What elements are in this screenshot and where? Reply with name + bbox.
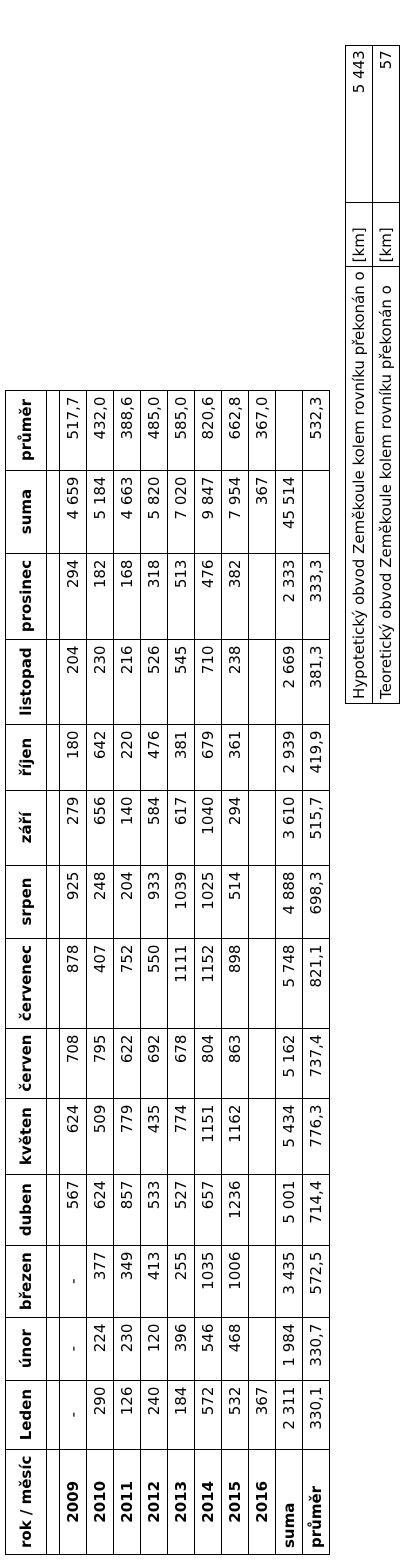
- table-cell: 381,3: [303, 639, 330, 724]
- table-cell: 804: [195, 1028, 222, 1098]
- table-cell: 255: [168, 1245, 195, 1317]
- table-cell: 5 184: [87, 470, 114, 553]
- table-cell: 624: [87, 1174, 114, 1245]
- table-cell: 617: [168, 790, 195, 865]
- table-cell: 238: [222, 639, 249, 724]
- table-cell: 567: [60, 1174, 87, 1245]
- row-label: 2011: [114, 1449, 141, 1554]
- table-cell: 2 311: [276, 1380, 303, 1449]
- table-cell: 776,3: [303, 1098, 330, 1174]
- table-row: [222, 390, 249, 1554]
- table-cell: 230: [87, 639, 114, 724]
- table-cell: [249, 1317, 276, 1380]
- table-cell: 140: [114, 790, 141, 865]
- table-cell: 367,0: [249, 390, 276, 470]
- circumference-value: 5 443: [346, 46, 373, 203]
- table-cell: 1236: [222, 1174, 249, 1245]
- table-cell: 5 001: [276, 1174, 303, 1245]
- table-cell: 857: [114, 1174, 141, 1245]
- table-cell: 485,0: [141, 390, 168, 470]
- table-cell: 642: [87, 724, 114, 790]
- table-cell: 248: [87, 865, 114, 938]
- table-cell: 714,4: [303, 1174, 330, 1245]
- table-cell: 820,6: [195, 390, 222, 470]
- table-cell: 708: [60, 1028, 87, 1098]
- table-cell: 204: [114, 865, 141, 938]
- table-cell: 290: [87, 1380, 114, 1449]
- table-cell: 933: [141, 865, 168, 938]
- table-cell: 2 939: [276, 724, 303, 790]
- row-label: 2012: [141, 1449, 168, 1554]
- table-cell: [249, 1174, 276, 1245]
- table-cell: 294: [222, 790, 249, 865]
- table-cell: 361: [222, 724, 249, 790]
- row-label: 2009: [60, 1449, 87, 1554]
- column-header: září: [6, 790, 47, 865]
- table-cell: 1162: [222, 1098, 249, 1174]
- table-cell: 1111: [168, 938, 195, 1028]
- circumference-unit: [km]: [373, 203, 400, 267]
- table-cell: 863: [222, 1028, 249, 1098]
- table-cell: [249, 639, 276, 724]
- table-cell: [249, 1245, 276, 1317]
- table-cell: [303, 470, 330, 553]
- table-cell: 240: [141, 1380, 168, 1449]
- column-header: srpen: [6, 865, 47, 938]
- table-row: [168, 390, 195, 1554]
- table-cell: 476: [141, 724, 168, 790]
- table-cell: 4 663: [114, 470, 141, 553]
- table-cell: 45 514: [276, 470, 303, 553]
- table-row: [249, 390, 276, 1554]
- table-cell: [249, 553, 276, 639]
- column-header: Leden: [6, 1380, 47, 1449]
- table-cell: 514: [222, 865, 249, 938]
- table-cell: 662,8: [222, 390, 249, 470]
- table-cell: 2 333: [276, 553, 303, 639]
- row-label: 2014: [195, 1449, 222, 1554]
- table-cell: 318: [141, 553, 168, 639]
- row-label: průměr: [303, 1449, 330, 1554]
- table-row: [276, 390, 303, 1554]
- table-cell: 752: [114, 938, 141, 1028]
- table-cell: 330,1: [303, 1380, 330, 1449]
- row-label: 2016: [249, 1449, 276, 1554]
- table-cell: 624: [60, 1098, 87, 1174]
- table-cell: [249, 1028, 276, 1098]
- column-header: duben: [6, 1174, 47, 1245]
- table-cell: 656: [87, 790, 114, 865]
- table-row: [303, 390, 330, 1554]
- table-cell: 184: [168, 1380, 195, 1449]
- circumference-unit: [km]: [346, 203, 373, 267]
- table-row: [195, 390, 222, 1554]
- table-cell: [249, 724, 276, 790]
- column-header: únor: [6, 1317, 47, 1380]
- circumference-text: Teoretický obvod Zeměkoule kolem rovníku překonán o: [373, 267, 400, 704]
- table-cell: 2 669: [276, 639, 303, 724]
- table-cell: 349: [114, 1245, 141, 1317]
- table-cell: 532: [222, 1380, 249, 1449]
- table-cell: 120: [141, 1317, 168, 1380]
- table-cell: 476: [195, 553, 222, 639]
- table-cell: 4 659: [60, 470, 87, 553]
- table-row: [60, 390, 87, 1554]
- table-cell: 367: [249, 470, 276, 553]
- table-cell: 1151: [195, 1098, 222, 1174]
- table-cell: -: [60, 1380, 87, 1449]
- row-label: suma: [276, 1449, 303, 1554]
- table-cell: 3 435: [276, 1245, 303, 1317]
- table-cell: -: [60, 1245, 87, 1317]
- column-header: červen: [6, 1028, 47, 1098]
- table-cell: 382: [222, 553, 249, 639]
- table-cell: 572,5: [303, 1245, 330, 1317]
- table-cell: 679: [195, 724, 222, 790]
- table-cell: 779: [114, 1098, 141, 1174]
- table-cell: 204: [60, 639, 87, 724]
- table-cell: 821,1: [303, 938, 330, 1028]
- column-header: červenec: [6, 938, 47, 1028]
- row-label: 2010: [87, 1449, 114, 1554]
- table-cell: 5 162: [276, 1028, 303, 1098]
- table-cell: [249, 790, 276, 865]
- table-cell: 377: [87, 1245, 114, 1317]
- table-cell: 585,0: [168, 390, 195, 470]
- table-cell: 4 888: [276, 865, 303, 938]
- table-cell: 413: [141, 1245, 168, 1317]
- table-cell: 710: [195, 639, 222, 724]
- table-cell: 1025: [195, 865, 222, 938]
- circumference-row: [346, 46, 373, 704]
- table-cell: [249, 938, 276, 1028]
- table-cell: 545: [168, 639, 195, 724]
- table-cell: [249, 865, 276, 938]
- header-row: [6, 390, 47, 1554]
- table-cell: 546: [195, 1317, 222, 1380]
- table-cell: 526: [141, 639, 168, 724]
- table-cell: 517,7: [60, 390, 87, 470]
- table-cell: 294: [60, 553, 87, 639]
- column-header: suma: [6, 470, 47, 553]
- table-cell: [276, 390, 303, 470]
- table-cell: 925: [60, 865, 87, 938]
- column-header: listopad: [6, 639, 47, 724]
- table-cell: 774: [168, 1098, 195, 1174]
- table-cell: 1035: [195, 1245, 222, 1317]
- table-cell: 1152: [195, 938, 222, 1028]
- table-cell: 898: [222, 938, 249, 1028]
- table-cell: 657: [195, 1174, 222, 1245]
- table-cell: 396: [168, 1317, 195, 1380]
- table-cell: 678: [168, 1028, 195, 1098]
- table-cell: 9 847: [195, 470, 222, 553]
- table-cell: 1006: [222, 1245, 249, 1317]
- table-cell: 698,3: [303, 865, 330, 938]
- table-cell: 180: [60, 724, 87, 790]
- table-cell: 532,3: [303, 390, 330, 470]
- column-header: rok / měsíc: [6, 1449, 47, 1554]
- table-cell: 432,0: [87, 390, 114, 470]
- table-cell: 515,7: [303, 790, 330, 865]
- table-cell: 388,6: [114, 390, 141, 470]
- spacer-row: [47, 390, 60, 1554]
- table-cell: 1 984: [276, 1317, 303, 1380]
- table-cell: 5 748: [276, 938, 303, 1028]
- table-cell: 435: [141, 1098, 168, 1174]
- table-cell: 224: [87, 1317, 114, 1380]
- circumference-text: Hypotetický obvod Zeměkoule kolem rovníku překonán o: [346, 267, 373, 704]
- table-cell: 1040: [195, 790, 222, 865]
- table-cell: 468: [222, 1317, 249, 1380]
- table-cell: 367: [249, 1380, 276, 1449]
- table-cell: 419,9: [303, 724, 330, 790]
- table-cell: 220: [114, 724, 141, 790]
- table-cell: 7 020: [168, 470, 195, 553]
- table-cell: 513: [168, 553, 195, 639]
- table-row: [141, 390, 168, 1554]
- circumference-row: [373, 46, 400, 704]
- table-cell: -: [60, 1317, 87, 1380]
- table-cell: 5 434: [276, 1098, 303, 1174]
- column-header: březen: [6, 1245, 47, 1317]
- circumference-table: [345, 45, 400, 704]
- table-cell: 182: [87, 553, 114, 639]
- table-row: [87, 390, 114, 1554]
- table-cell: 622: [114, 1028, 141, 1098]
- table-cell: 878: [60, 938, 87, 1028]
- table-cell: 230: [114, 1317, 141, 1380]
- table-cell: 533: [141, 1174, 168, 1245]
- table-cell: 795: [87, 1028, 114, 1098]
- column-header: průměr: [6, 390, 47, 470]
- table-cell: 7 954: [222, 470, 249, 553]
- table-cell: 527: [168, 1174, 195, 1245]
- table-cell: [249, 1098, 276, 1174]
- table-cell: 126: [114, 1380, 141, 1449]
- table-cell: 333,3: [303, 553, 330, 639]
- monthly-km-table: [5, 390, 330, 1555]
- table-cell: 330,7: [303, 1317, 330, 1380]
- column-header: říjen: [6, 724, 47, 790]
- table-cell: 279: [60, 790, 87, 865]
- table-cell: 737,4: [303, 1028, 330, 1098]
- table-cell: 381: [168, 724, 195, 790]
- table-cell: 550: [141, 938, 168, 1028]
- table-cell: 572: [195, 1380, 222, 1449]
- table-cell: 1039: [168, 865, 195, 938]
- table-cell: 692: [141, 1028, 168, 1098]
- table-cell: 407: [87, 938, 114, 1028]
- table-cell: 3 610: [276, 790, 303, 865]
- table-cell: 168: [114, 553, 141, 639]
- table-cell: 5 820: [141, 470, 168, 553]
- table-cell: 216: [114, 639, 141, 724]
- table-row: [114, 390, 141, 1554]
- row-label: 2013: [168, 1449, 195, 1554]
- circumference-value: 57: [373, 46, 400, 203]
- column-header: květen: [6, 1098, 47, 1174]
- row-label: 2015: [222, 1449, 249, 1554]
- table-cell: 584: [141, 790, 168, 865]
- table-cell: 509: [87, 1098, 114, 1174]
- column-header: prosinec: [6, 553, 47, 639]
